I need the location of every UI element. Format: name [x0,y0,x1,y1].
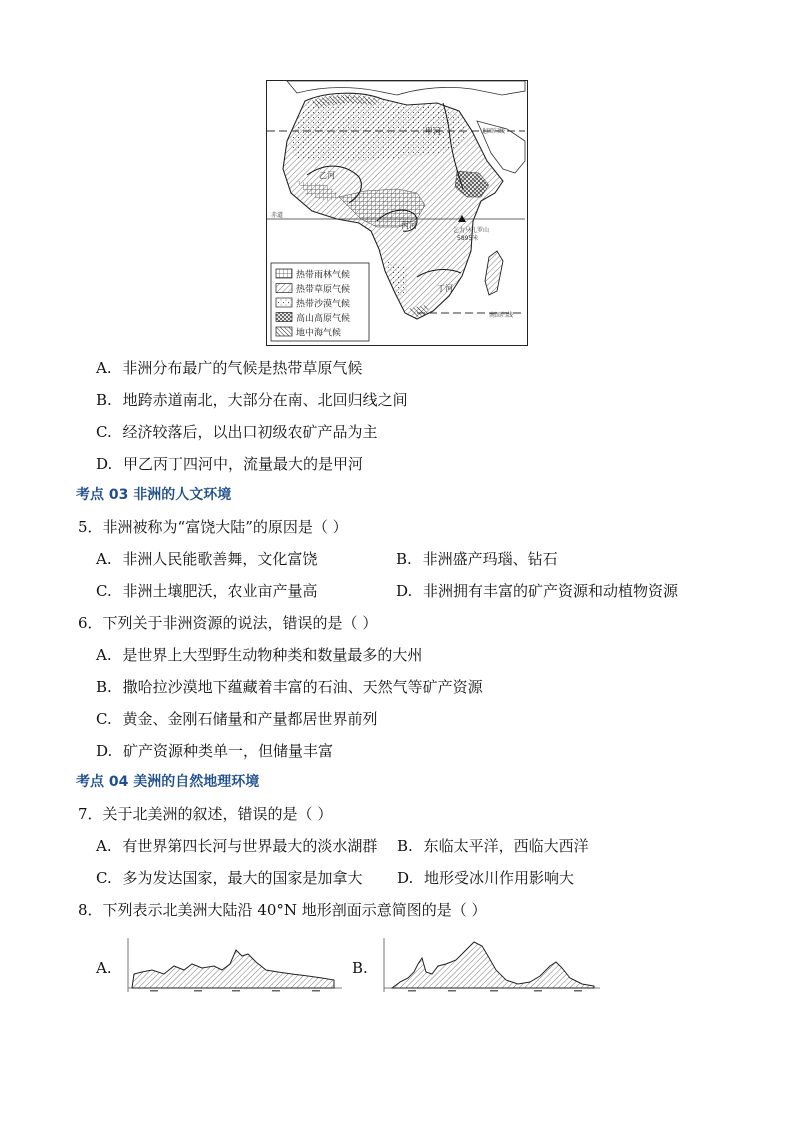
europe-outline [287,81,525,95]
option-text: 非洲拥有丰富的矿产资源和动植物资源 [423,582,679,600]
option-text: 撒哈拉沙漠地下蕴藏着丰富的石油、天然气等矿产资源 [122,678,483,696]
madagascar-outline [485,251,503,295]
option-text: 经济较落后，以出口初级农矿产品为主 [122,423,378,441]
option-letter: D. [96,742,113,760]
label-tropic-north: 北回归线 [481,128,506,135]
q5-option-d[interactable] [396,581,678,601]
q8-option-b-letter[interactable]: B. [352,959,368,977]
africa-climate-map [266,80,528,346]
q6-option-d[interactable] [96,741,333,761]
q8-stem: 8．下列表示北美洲大陆沿 40°N 地形剖面示意简图的是（ ） [78,901,487,919]
q4-option-c[interactable] [96,422,378,442]
option-letter: C. [96,582,112,600]
option-text: 非洲土壤肥沃，农业亩产量高 [122,582,318,600]
option-text: 甲乙丙丁四河中，流量最大的是甲河 [123,455,364,473]
legend-label: 热带草原气候 [296,285,351,295]
q8-option-a-letter[interactable]: A. [96,959,112,977]
option-letter: A. [96,550,112,568]
option-letter: B. [96,678,112,696]
q4-option-b[interactable] [96,390,408,410]
option-text: 地跨赤道南北，大部分在南、北回归线之间 [122,391,408,409]
option-letter: B. [96,391,112,409]
label-tropic-south: 南回归线 [489,312,514,319]
legend-swatch-steep [276,327,292,336]
q6-option-c[interactable] [96,709,378,729]
q7-stem: 7．关于北美洲的叙述，错误的是（ ） [78,805,333,823]
q7-option-b[interactable] [397,836,589,856]
option-text: 非洲分布最广的气候是热带草原气候 [122,359,363,377]
label-bing: 丙河 [401,221,417,230]
option-letter: B. [397,837,413,855]
legend-swatch-cross [276,313,292,322]
option-text: 非洲盛产玛瑙、钻石 [422,550,558,568]
map-legend [271,263,369,341]
option-letter: B. [396,550,412,568]
option-text: 非洲人民能歌善舞，文化富饶 [122,550,318,568]
q8-option-a-profile[interactable] [122,936,346,998]
q5-option-b[interactable] [396,549,558,569]
label-mountain-name: 乞力马扎罗山 [453,227,490,234]
legend-label: 热带沙漠气候 [296,299,351,310]
legend-swatch-diagonal [276,284,292,293]
q4-option-a[interactable] [96,358,362,378]
option-letter: A. [96,837,112,855]
option-text: 多为发达国家，最大的国家是加拿大 [122,869,363,887]
legend-swatch-dots [276,298,292,307]
option-text: 东临太平洋，西临大西洋 [423,837,589,855]
section-heading-3: 考点 03 非洲的人文环境 [76,487,232,503]
option-letter: D. [397,869,414,887]
q5-option-a[interactable] [96,549,317,569]
legend-swatch-grid [276,269,292,278]
q8-option-b-profile[interactable] [378,936,604,998]
option-letter: D. [96,455,113,473]
q6-stem: 6．下列关于非洲资源的说法，错误的是（ ） [78,614,378,632]
q5-option-c[interactable] [96,581,318,601]
option-text: 有世界第四长河与世界最大的淡水湖群 [122,837,378,855]
q7-option-d[interactable] [397,868,574,888]
label-jia: 甲河 [425,127,441,136]
legend-label: 高山高原气候 [296,314,351,324]
option-letter: A. [96,359,112,377]
q6-option-b[interactable] [96,677,483,697]
q5-stem: 5．非洲被称为“富饶大陆”的原因是（ ） [78,518,348,536]
option-letter: A. [96,646,112,664]
section-heading-4: 考点 04 美洲的自然地理环境 [76,774,260,790]
option-text: 黄金、金刚石储量和产量都居世界前列 [122,710,378,728]
option-letter: C. [96,869,112,887]
q6-option-a[interactable] [96,645,422,665]
legend-label: 热带雨林气候 [296,270,351,281]
label-ding: 丁河 [437,284,453,293]
label-equator: 赤道 [271,212,284,219]
legend-label: 地中海气候 [296,328,342,339]
option-letter: C. [96,710,112,728]
option-letter: D. [396,582,413,600]
option-text: 是世界上大型野生动物种类和数量最多的大州 [122,646,423,664]
option-text: 矿产资源种类单一，但储量丰富 [123,742,334,760]
q7-option-c[interactable] [96,868,363,888]
label-mountain-height: 5895米 [457,235,479,242]
option-letter: C. [96,423,112,441]
q4-option-d[interactable] [96,454,363,474]
option-text: 地形受冰川作用影响大 [424,869,575,887]
label-yi: 乙河 [319,171,335,180]
q7-option-a[interactable] [96,836,377,856]
